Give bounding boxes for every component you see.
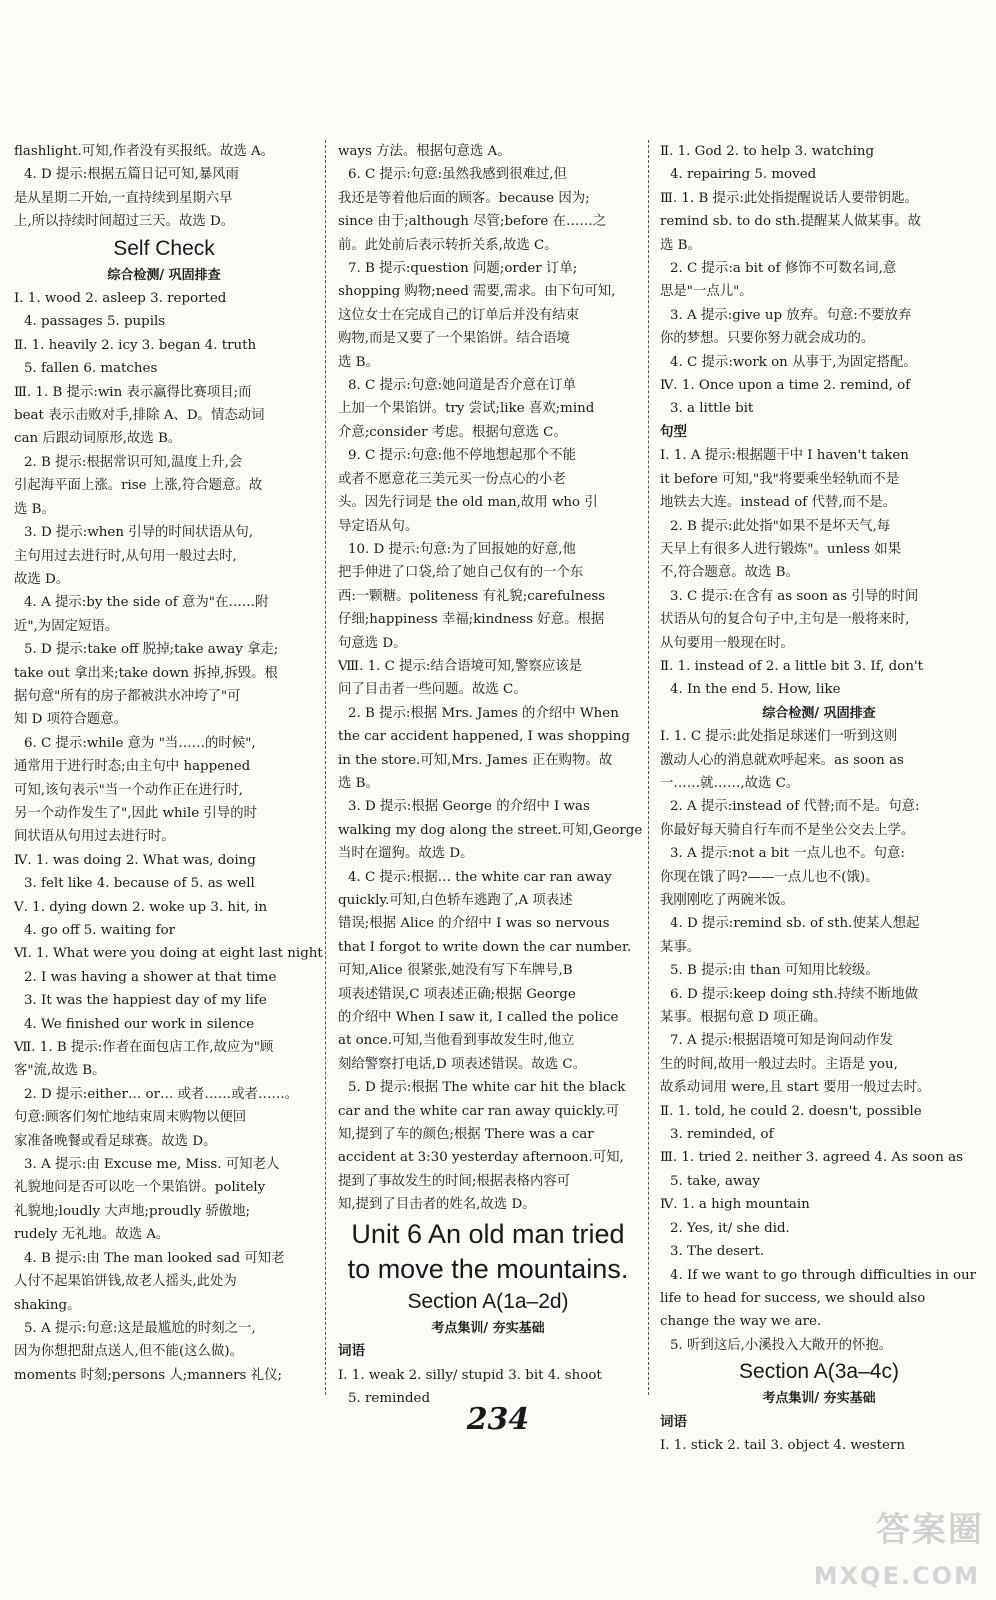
text-line: Ⅰ. 1. C 提示:此处指足球迷们一听到这则 [660,729,898,745]
section-subheading: 考点集训/ 夯实基础 [431,1320,545,1336]
text-line: 知 D 项符合题意。 [14,712,127,728]
text-line: 4. In the end 5. How, like [670,682,841,698]
text-line: Ⅲ. 1. B 提示:win 表示赢得比赛项目;而 [14,384,252,400]
text-line: 2. B 提示:根据常识可知,温度上升,会 [24,454,243,470]
page-number: 234 [466,1402,530,1437]
text-line: Ⅰ. 1. stick 2. tail 3. object 4. western [660,1437,905,1453]
text-line: Ⅱ. 1. instead of 2. a little bit 3. If, don't [660,658,924,674]
text-line: 从句要用一般现在时。 [660,635,794,651]
text-line: 前。此处前后表示转折关系,故选 C。 [338,237,558,253]
text-line: 2. I was having a shower at that time [24,969,277,985]
text-line: 4. D 提示:remind sb. of sth.使某人想起 [670,916,920,932]
text-line: 4. We finished our work in silence [24,1016,255,1032]
text-line: 5. take, away [670,1173,760,1189]
text-line: 3. D 提示:when 引导的时间状语从句, [24,525,253,541]
text-line: 间状语从句用过去进行时。 [14,829,175,845]
text-line: 导定语从句。 [338,518,419,534]
text-line: 2. B 提示:根据 Mrs. James 的介绍中 When [348,705,619,721]
unit-title-line-1: Unit 6 An old man tried [351,1218,625,1249]
text-line: 4. B 提示:由 The man looked sad 可知老 [24,1250,285,1266]
text-line: 你的梦想。只要你努力就会成功的。 [660,331,875,347]
text-line: Ⅱ. 1. God 2. to help 3. watching [660,144,875,159]
section-heading: Section A(1a–2d) [407,1289,569,1313]
text-line: in the store.可知,Mrs. James 正在购物。故 [338,752,613,768]
category-label: 词语 [338,1343,365,1360]
text-line: at once.可知,当他看到事故发生时,他立 [338,1033,575,1049]
text-line: 礼貌地问是否可以吃一个果馅饼。politely [14,1180,266,1196]
text-line: 5. B 提示:由 than 可知用比较级。 [670,963,879,979]
text-line: 5. reminded [348,1390,431,1406]
section-heading: Self Check [113,236,215,260]
text-line: 3. reminded, of [670,1127,774,1143]
text-line: 人付不起果馅饼钱,故老人摇头,此处为 [14,1274,237,1290]
text-line: remind sb. to do sth.提醒某人做某事。故 [660,214,921,230]
text-line: 某事。根据句意 D 项正确。 [660,1010,827,1026]
text-line: 西:一颗糖。politeness 有礼貌;carefulness [338,588,606,604]
text-line: Ⅴ. 1. dying down 2. woke up 3. hit, in [14,899,268,915]
text-line: 3. A 提示:由 Excuse me, Miss. 可知老人 [24,1157,280,1173]
text-line: beat 表示击败对手,排除 A、D。情态动词 [14,408,265,424]
text-line: 5. D 提示:take off 脱掉;take away 拿走; [24,642,279,658]
text-line: 天早上有很多人进行锻炼"。unless 如果 [660,541,902,557]
text-line: 另一个动作发生了",因此 while 引导的时 [14,805,257,821]
text-line: 激动人心的消息就欢呼起来。as soon as [660,752,904,768]
text-line: Ⅲ. 1. tried 2. neither 3. agreed 4. As soon as [660,1150,963,1166]
text-line: 不,符合题意。故选 B。 [660,565,799,581]
text-line: 6. D 提示:keep doing sth.持续不断地做 [670,986,918,1002]
text-line: Ⅵ. 1. What were you doing at eight last night [14,946,323,962]
text-line: 思是"一点儿"。 [660,284,753,300]
unit-title-line-2: to move the mountains. [347,1253,629,1284]
text-line: ways 方法。根据句意选 A。 [338,144,511,159]
text-line: 我还是等着他后面的顾客。because 因为; [338,190,590,206]
text-line: 4. repairing 5. moved [670,167,817,183]
text-line: 或者不愿意花三美元买一份点心的小老 [338,471,566,487]
text-line: Ⅰ. 1. wood 2. asleep 3. reported [14,291,227,307]
text-line: Ⅰ. 1. weak 2. silly/ stupid 3. bit 4. shoot [338,1367,602,1383]
text-line: rudely 无礼地。故选 A。 [14,1227,170,1243]
text-line: 是从星期二开始,一直持续到星期六早 [14,190,233,206]
text-line: Ⅰ. 1. A 提示:根据题干中 I haven't taken [660,448,909,464]
text-line: car and the white car ran away quickly.可 [338,1103,620,1119]
text-line: 上加一个果馅饼。try 尝试;like 喜欢;mind [338,401,595,417]
section-subheading: 综合检测/ 巩固排查 [762,705,876,721]
text-line: 3. D 提示:根据 George 的介绍中 I was [348,799,590,815]
text-line: walking my dog along the street.可知,George [338,822,643,838]
watermark-url: MXQE.COM [813,1562,980,1590]
text-line: 句意:顾客们匆忙地结束周末购物以便回 [14,1110,247,1126]
text-line: 仔细;happiness 幸福;kindness 好意。根据 [338,612,605,628]
column-2 [338,140,643,1406]
text-line: 2. Yes, it/ she did. [670,1220,790,1236]
column-3 [660,140,978,1453]
text-line: that I forgot to write down the car number. [338,939,632,955]
text-line: 8. C 提示:句意:她问道是否介意在订单 [348,378,577,394]
text-line: 通常用于进行时态;由主句中 happened [14,759,251,775]
text-line: 2. C 提示:a bit of 修饰不可数名词,意 [670,261,897,277]
text-line: flashlight.可知,作者没有买报纸。故选 A。 [14,144,275,159]
text-line: 3. felt like 4. because of 5. as well [24,876,255,892]
text-line: take out 拿出来;take down 拆掉,拆毁。根 [14,665,278,681]
text-line: 引起海平面上涨。rise 上涨,符合题意。故 [14,478,263,494]
text-line: Ⅱ. 1. told, he could 2. doesn't, possible [660,1103,922,1119]
text-line: 3. A 提示:not a bit 一点儿也不。句意: [670,846,905,862]
text-line: 的介绍中 When I saw it, I called the police [338,1010,619,1026]
text-line: 故系动词用 were,且 start 要用一般过去时。 [660,1080,931,1096]
text-line: Ⅶ. 1. B 提示:作者在面包店工作,故应为"顾 [14,1040,274,1056]
text-line: 5. A 提示:句意:这是最尴尬的时刻之一, [24,1320,256,1336]
text-line: shaking。 [14,1297,81,1313]
text-line: 地铁去大连。instead of 代替,而不是。 [660,495,897,511]
text-line: 4. go off 5. waiting for [24,923,176,938]
text-line: since 由于;although 尽管;before 在……之 [338,214,607,230]
text-line: 7. B 提示:question 问题;order 订单; [348,261,578,277]
text-line: 购物,而是又要了一个果馅饼。结合语境 [338,331,570,347]
text-line: 3. It was the happiest day of my life [24,993,267,1009]
text-line: 句意选 D。 [338,635,407,651]
text-line: Ⅳ. 1. Once upon a time 2. remind, of [660,378,911,394]
text-line: 知,提到了目击者的姓名,故选 D。 [338,1197,536,1213]
section-subheading: 综合检测/ 巩固排查 [107,267,221,283]
text-line: 5. 听到这后,小溪投入大敞开的怀抱。 [670,1337,893,1353]
section-heading: Section A(3a–4c) [739,1360,899,1384]
text-line: 项表述错误,C 项表述正确;根据 George [338,986,576,1002]
text-line: quickly.可知,白色轿车逃跑了,A 项表述 [338,893,573,908]
text-line: 10. D 提示:句意:为了回报她的好意,他 [348,541,576,557]
watermark-logo: 答案圈 [876,1510,984,1550]
text-line: 把手伸进了口袋,给了她自己仅有的一个东 [338,565,584,581]
text-line: 因为你想把甜点送人,但不能(这么做)。 [14,1344,243,1360]
text-line: 头。因先行词是 the old man,故用 who 引 [338,495,598,511]
category-label: 词语 [660,1413,687,1430]
text-line: 这位女士在完成自己的订单后并没有结束 [338,307,580,323]
text-line: 你最好每天骑自行车而不是坐公交去上学。 [660,822,915,838]
section-subheading: 考点集训/ 夯实基础 [762,1391,876,1407]
text-line: 刻给警察打电话,D 项表述错误。故选 C。 [338,1056,586,1072]
text-line: Ⅳ. 1. was doing 2. What was, doing [14,852,256,868]
text-line: 故选 D。 [14,571,70,587]
text-line: life to head for success, we should also [660,1290,926,1306]
text-line: 4. C 提示:根据… the white car ran away [348,869,612,885]
text-line: Ⅳ. 1. a high mountain [660,1197,810,1213]
text-line: 3. C 提示:在含有 as soon as 引导的时间 [670,588,919,604]
text-line: 选 B。 [338,354,379,370]
category-label: 句型 [660,423,687,440]
text-line: the car accident happened, I was shopping [338,729,630,745]
text-line: 我刚刚吃了两碗米饭。 [660,893,794,908]
text-line: 家准备晚餐或看足球赛。故选 D。 [14,1133,217,1149]
text-line: 可知,该句表示"当一个动作正在进行时, [14,782,243,798]
text-line: 5. fallen 6. matches [24,361,158,377]
text-line: Ⅷ. 1. C 提示:结合语境可知,警察应该是 [338,658,582,674]
text-line: 据句意"所有的房子都被洪水冲垮了"可 [14,688,241,704]
text-line: Ⅲ. 1. B 提示:此处指提醒说话人要带钥匙。 [660,190,918,206]
text-line: 问了目击者一些问题。故选 C。 [338,682,527,698]
text-line: it before 可知,"我"将要乘坐轻轨而不是 [660,471,900,487]
text-line: 提到了事故发生的时间;根据表格内容可 [338,1173,571,1189]
text-line: 你现在饿了吗?——一点儿也不(饿)。 [660,869,879,885]
text-line: 某事。 [660,939,701,955]
text-line: 当时在遛狗。故选 D。 [338,846,474,862]
text-line: 客"流,故选 B。 [14,1063,106,1079]
text-line: 3. The desert. [670,1244,765,1260]
text-line: 近",为固定短语。 [14,618,119,634]
text-line: 主句用过去进行时,从句用一般过去时, [14,548,237,564]
text-line: 4. If we want to go through difficulties in our [670,1267,977,1283]
text-line: 9. C 提示:句意:他不停地想起那个不能 [348,448,577,464]
watermark [814,1502,984,1592]
text-line: 礼貌地;loudly 大声地;proudly 骄傲地; [14,1203,251,1219]
text-line: can 后跟动词原形,故选 B。 [14,431,182,447]
text-line: 2. D 提示:either… or… 或者……或者……。 [24,1086,299,1102]
text-line: 4. C 提示:work on 从事于,为固定搭配。 [670,354,917,370]
text-line: 2. B 提示:此处指"如果不是坏天气,每 [670,518,891,534]
text-line: Ⅱ. 1. heavily 2. icy 3. began 4. truth [14,337,257,353]
text-line: 3. a little bit [670,401,754,417]
text-line: 生的时间,故用一般过去时。主语是 you, [660,1056,898,1072]
text-line: 6. C 提示:while 意为 "当……的时候", [24,735,256,751]
text-line: 4. passages 5. pupils [24,314,166,330]
text-line: moments 时刻;persons 人;manners 礼仪; [14,1367,282,1383]
text-line: 选 B。 [660,237,701,253]
text-line: 错误;根据 Alice 的介绍中 I was so nervous [338,916,610,932]
text-line: 3. A 提示:give up 放弃。句意:不要放弃 [670,307,912,323]
text-line: 一……就……,故选 C。 [660,775,800,791]
text-line: 4. D 提示:根据五篇日记可知,暴风雨 [24,167,239,183]
text-line: 5. D 提示:根据 The white car hit the black [348,1080,626,1096]
text-line: 2. A 提示:instead of 代替;而不是。句意: [670,799,920,815]
text-line: 知,提到了车的颜色;根据 There was a car [338,1127,594,1143]
text-line: 选 B。 [338,775,379,791]
text-line: 可知,Alice 很紧张,她没有写下车牌号,B [338,963,573,979]
text-line: 选 B。 [14,501,55,517]
text-line: change the way we are. [660,1314,822,1330]
text-line: 状语从句的复合句子中,主句是一般将来时, [660,612,910,628]
text-line: 介意;consider 考虑。根据句意选 C。 [338,424,567,440]
column-1 [14,140,323,1395]
text-line: 6. C 提示:句意:虽然我感到很难过,但 [348,167,567,183]
text-line: 7. A 提示:根据语境可知是询问动作发 [670,1033,893,1049]
text-line: shopping 购物;need 需要,需求。由下句可知, [338,284,616,300]
text-line: accident at 3:30 yesterday afternoon.可知, [338,1150,624,1166]
text-line: 4. A 提示:by the side of 意为"在……附 [24,595,269,611]
text-line: 上,所以持续时间超过三天。故选 D。 [14,214,235,230]
